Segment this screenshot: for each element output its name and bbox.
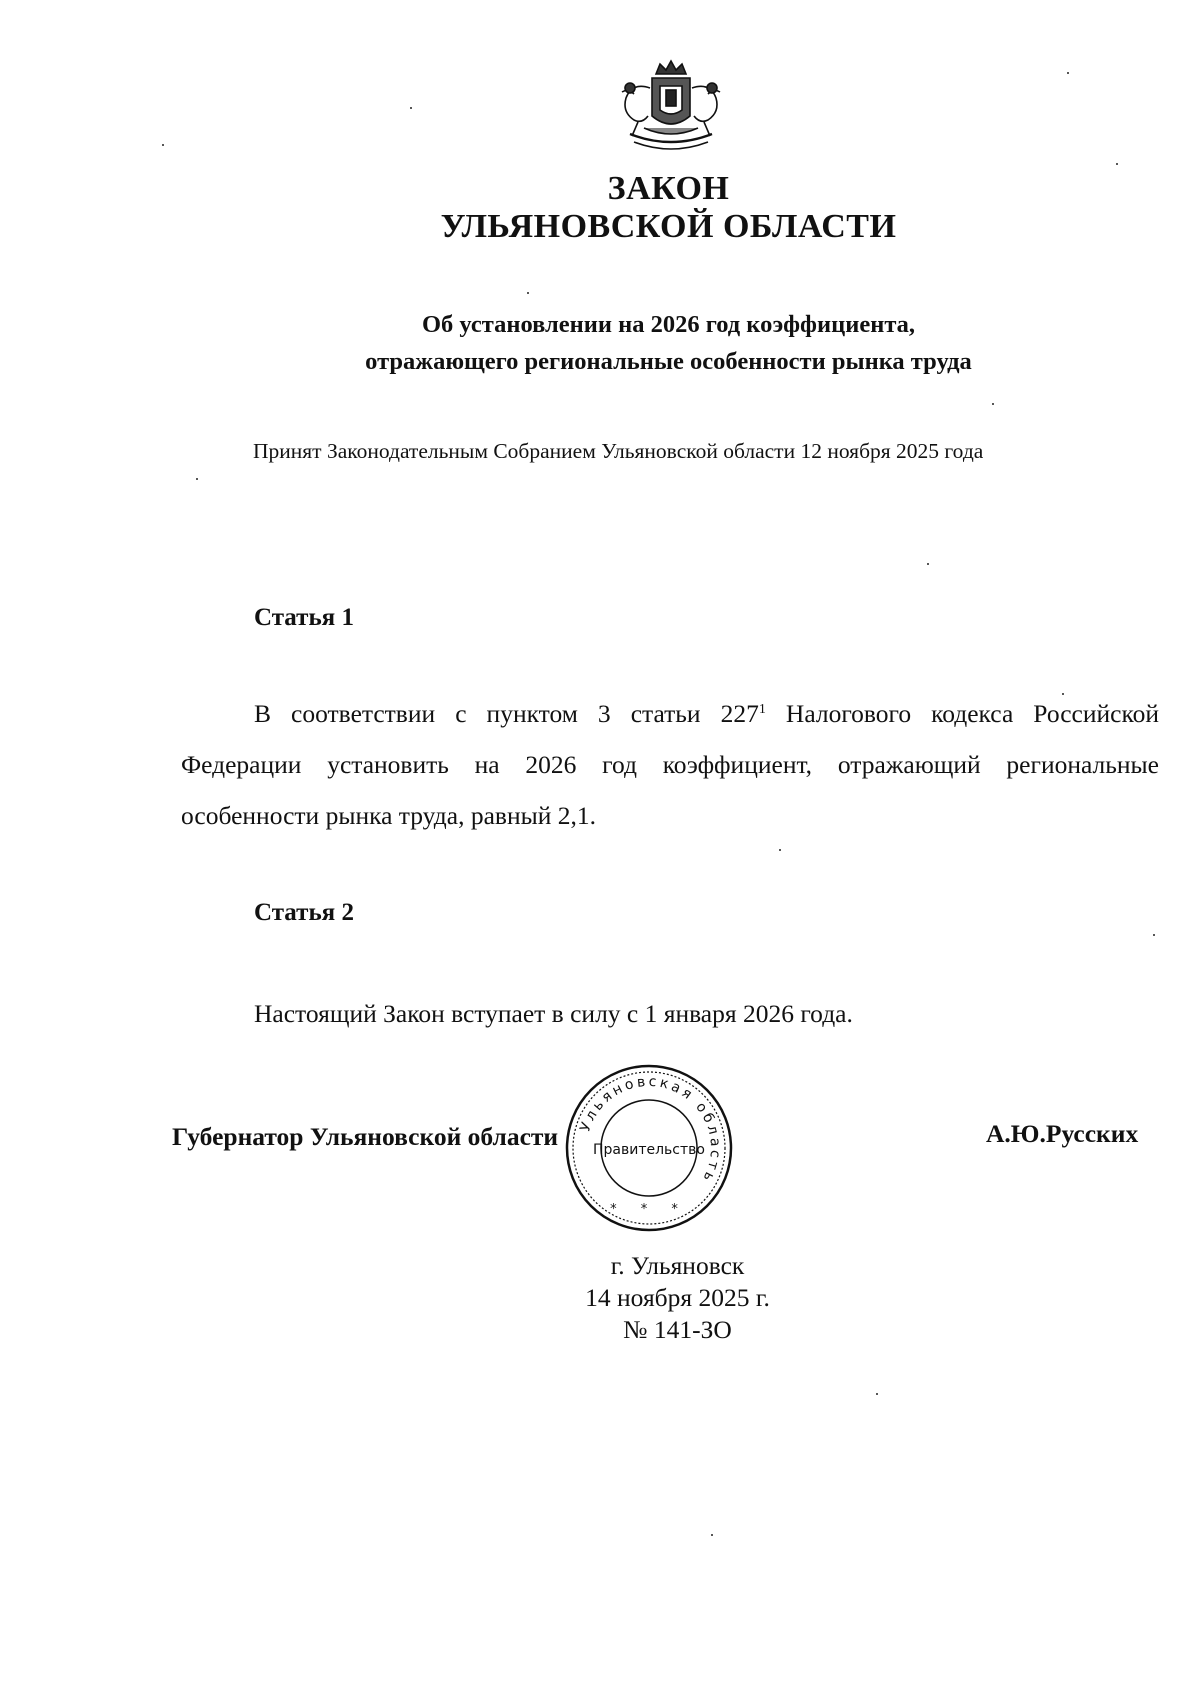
scan-speck xyxy=(1153,934,1155,936)
footer-city: г. Ульяновск xyxy=(610,1251,745,1280)
law-region: УЛЬЯНОВСКОЙ ОБЛАСТИ xyxy=(440,208,897,245)
scan-speck xyxy=(410,107,412,109)
law-subject xyxy=(300,306,1037,380)
scan-speck xyxy=(162,144,164,146)
governor-name: А.Ю.Русских xyxy=(986,1119,1139,1148)
seal-ring-text: Ульяновская область xyxy=(577,1073,724,1187)
law-word: ЗАКОН xyxy=(607,170,730,207)
scan-speck xyxy=(927,563,929,565)
footer-date: 14 ноября 2025 г. xyxy=(585,1283,770,1312)
article-2-heading: Статья 2 xyxy=(254,899,354,926)
law-subject-line2: отражающего региональные особенности рынка труда xyxy=(365,348,972,375)
article-1-text xyxy=(181,688,1159,841)
seal-stars: * * * xyxy=(610,1202,688,1217)
governor-title: Губернатор Ульяновской области xyxy=(172,1122,559,1151)
article-1-text-part1: В соответствии с пунктом 3 статьи 227 xyxy=(254,699,759,728)
scan-speck xyxy=(196,478,198,480)
scan-speck xyxy=(1062,693,1064,695)
law-subject-line1: Об установлении на 2026 год коэффициента, xyxy=(421,311,916,338)
scan-speck xyxy=(1067,72,1069,74)
article-1-text-part2: Налогового кодекса Российской Федерации установить на 2026 год коэффициент, отражающий региональные особенности рынка труда, равный 2,1. xyxy=(181,699,1159,830)
document-footer xyxy=(0,1250,1200,1346)
official-seal-icon xyxy=(564,1063,734,1233)
scan-speck xyxy=(1116,163,1118,165)
scan-speck xyxy=(876,1393,878,1395)
article-1-heading: Статья 1 xyxy=(254,604,354,631)
law-title xyxy=(0,170,1200,246)
seal-center-text: Правительство xyxy=(593,1142,705,1158)
scan-speck xyxy=(779,849,781,851)
article-2-text: Настоящий Закон вступает в силу с 1 января 2026 года. xyxy=(254,999,853,1028)
scan-speck xyxy=(711,1534,713,1536)
scan-speck xyxy=(527,292,529,294)
scan-speck xyxy=(992,403,994,405)
article-1-superscript: 1 xyxy=(758,702,766,717)
coat-of-arms-icon xyxy=(604,58,738,158)
adoption-note: Принят Законодательным Собранием Ульяновской области 12 ноября 2025 года xyxy=(253,439,984,463)
footer-number: № 141-ЗО xyxy=(623,1315,732,1344)
svg-text:Ульяновская область xyxy=(577,1074,723,1187)
